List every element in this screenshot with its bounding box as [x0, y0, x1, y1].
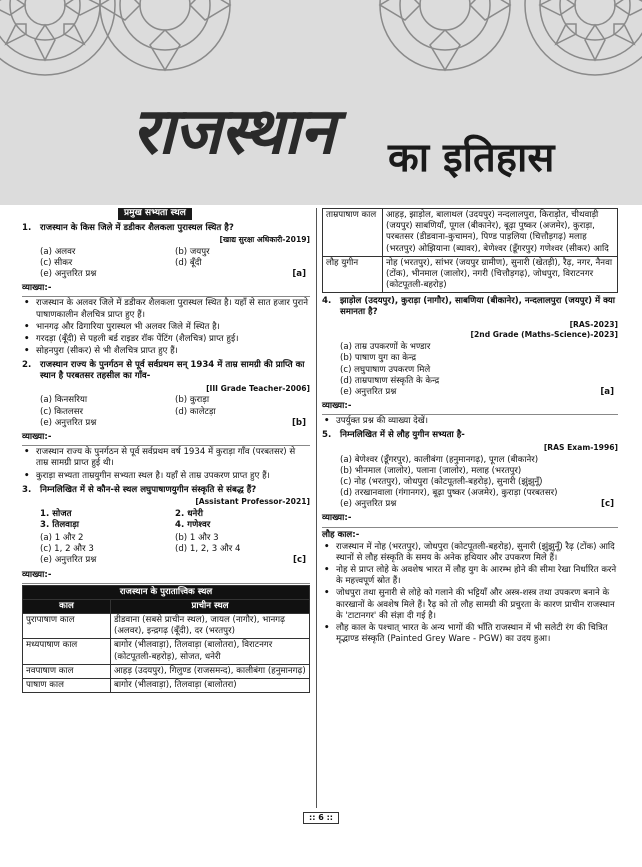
options — [340, 342, 618, 387]
answer: [c] — [601, 499, 614, 510]
question-source: [RAS Exam-1996] — [543, 442, 618, 452]
question-number: 4. — [322, 296, 332, 307]
option: (d) बूँदी — [175, 257, 202, 268]
options — [40, 247, 310, 269]
table-cell: बागोर (भीलवाड़ा), तिलवाड़ा (बालोतरा), विराटनगर (कोटपूतली-बहरोड़), सोजत, धनेरी — [111, 639, 310, 664]
archaeological-sites-table-continued — [322, 208, 618, 293]
sub-heading: लौह काल:- — [322, 529, 360, 540]
table-row — [323, 209, 618, 257]
list-item: • नोह से प्राप्त लोहे के अवशेष भारत में लौह युग के आरम्भ होने की सीमा रेखा निर्धारित करने के महत्त्वपूर्ण स्रोत हैं। — [324, 565, 618, 587]
table-header: प्राचीन स्थल — [111, 599, 310, 613]
list-item: • लौह काल के पश्चात् भारत के अन्य भागों की भाँति राजस्थान में भी सलेटी रंग की चित्रित मृद्भाण्ड संस्कृति (Painted Grey Ware - PGW) का उदय हुआ। — [324, 623, 618, 645]
option: (e) अनुत्तरित प्रश्न — [40, 555, 97, 566]
page-number-label: :: 6 :: — [303, 812, 339, 824]
explanation-heading: व्याख्या:- — [322, 401, 352, 412]
explanation-heading: व्याख्या:- — [322, 513, 352, 524]
question-number: 1. — [22, 222, 32, 233]
title-banner — [0, 0, 642, 205]
question-text: झाड़ोल (उदयपुर), कुराड़ा (नागौर), साबणिया (बीकानेर), नन्दलालपुरा (जयपुर) में क्या समानता है? — [340, 296, 615, 318]
divider-rule — [22, 583, 310, 584]
statement-item: 2. धनेरी — [175, 508, 204, 519]
table-cell: नोह (भरतपुर), सांभर (जयपुर ग्रामीण), सुनारी (खेतड़ी), रैढ़, नगर, नैनवा (टोंक), भीनमाल (जालोर), नगरी (चित्तौड़गढ़), जोधपुरा, विराटनगर (कोटपूतली-बहरोड़) — [383, 256, 618, 293]
option: (a) किनसरिया — [40, 395, 88, 406]
option: (d) 1, 2, 3 और 4 — [175, 544, 241, 555]
table-cell: मध्यपाषाण काल — [23, 639, 111, 664]
section-heading: प्रमुख सभ्यता स्थल — [118, 208, 192, 220]
answer: [c] — [293, 555, 306, 566]
question-3 — [22, 485, 310, 496]
list-item: • भानगढ़ और ढिगारिया पुरास्थल भी अलवर जिले में स्थित है। — [24, 322, 310, 333]
answer: [a] — [600, 386, 614, 397]
explanation-list — [324, 416, 618, 427]
table-caption: राजस्थान के पुरातात्त्विक स्थल — [23, 585, 310, 599]
list-item: • कुराड़ा सभ्यता ताम्रयुगीन सभ्यता स्थल है। यहाँ से ताम्र उपकरण प्राप्त हुए हैं। — [24, 471, 310, 482]
list-item: • जोधपुरा तथा सुनारी से लोहे को गलाने की भट्टियाँ और अस्त्र-शस्त्र तथा उपकरण बनाने के कारखानों के अवशेष मिले हैं। रैढ़ को तो लौह सामग्री की प्रचुरता के कारण प्राचीन राजस्थान के 'टाटानगर' की संज्ञा दी गई है। — [324, 588, 618, 622]
table-row — [23, 614, 310, 639]
mandala-left2-icon — [90, 0, 240, 80]
question-source: [2nd Grade (Maths-Science)-2023] — [470, 330, 618, 340]
list-item: • राजस्थान के अलवर जिले में डडीकर शैलकला पुरास्थल स्थित है। यहाँ से सात हजार पुराने पाषाणकालीन शैलचित्र प्राप्त हुए हैं। — [24, 298, 310, 320]
table-cell: ताम्रपाषाण काल — [323, 209, 383, 257]
option: (a) बेणेश्वर (डूँगरपुर), कालीबंगा (हनुमानगढ़), पूगल (बीकानेर) — [340, 454, 539, 465]
question-source: [RAS-2023] — [569, 319, 618, 329]
question-1 — [22, 223, 310, 234]
page-number — [0, 812, 642, 824]
table-row — [23, 664, 310, 678]
right-column — [322, 208, 618, 645]
explanation-list — [324, 542, 618, 646]
explanation-heading: व्याख्या:- — [22, 569, 52, 580]
option: (b) पाषाण युग का केन्द्र — [340, 353, 417, 364]
mandala-right2-icon — [370, 0, 520, 80]
question-text: निम्नलिखित में से कौन-से स्थल लघुपाषाणयुगीन संस्कृति से संबद्ध हैं? — [40, 484, 257, 495]
explanation-heading: व्याख्या:- — [22, 431, 52, 442]
list-item: • गरदड़ा (बूँदी) से पहली बर्ड राइडर रॉक पेंटिंग (शैलचित्र) प्राप्त हुई। — [24, 334, 310, 345]
option-row-last — [40, 418, 306, 429]
page-title: राजस्थान — [132, 94, 334, 169]
question-number: 5. — [322, 430, 332, 441]
option: (b) जयपुर — [175, 246, 210, 257]
option-row-last — [340, 387, 614, 398]
list-item: • सोहनपुरा (सीकर) से भी शैलचित्र प्राप्त हुए हैं। — [24, 346, 310, 357]
options — [340, 455, 618, 500]
answer: [a] — [292, 269, 306, 280]
question-number: 2. — [22, 360, 32, 371]
option: (e) अनुत्तरित प्रश्न — [40, 269, 97, 280]
option: (a) 1 और 2 — [40, 533, 84, 544]
option: (c) सीकर — [40, 257, 73, 268]
table-cell: पाषाण काल — [23, 678, 111, 692]
question-source: [खाद्य सुरक्षा अधिकारी-2019] — [219, 234, 310, 244]
table-cell: पुरापाषाण काल — [23, 614, 111, 639]
option: (e) अनुत्तरित प्रश्न — [340, 499, 397, 510]
table-cell: आहड़ (उदयपुर), गिलुण्ड (राजसमन्द), कालीबंगा (हनुमानगढ़) — [111, 664, 310, 678]
divider-rule — [22, 445, 310, 446]
option-row-last — [40, 269, 306, 280]
question-text: निम्नलिखित में से लौह युगीन सभ्यता है- — [340, 430, 465, 441]
explanation-list — [24, 298, 310, 357]
table-cell: लौह युगीन — [323, 256, 383, 293]
table-row — [23, 678, 310, 692]
option: (d) ताम्रपाषाण संस्कृति के केन्द्र — [340, 375, 440, 386]
options — [40, 395, 310, 417]
table-row — [323, 256, 618, 293]
option: (d) कालेटड़ा — [175, 406, 216, 417]
table-cell: बागोर (भीलवाड़ा), तिलवाड़ा (बालोतरा) — [111, 678, 310, 692]
statement-item: 3. तिलवाड़ा — [40, 519, 80, 530]
statement-item: 4. गणेश्वर — [175, 519, 211, 530]
table-cell: डीडवाना (सबसे प्राचीन स्थल), जायल (नागौर), भानगढ़ (अलवर), इन्द्रगढ़ (बूँदी), दर (भरतपुर) — [111, 614, 310, 639]
option-row-last — [340, 499, 614, 510]
question-text: राजस्थान के किस जिले में डडीकर शैलकला पुरास्थल स्थित है? — [40, 222, 234, 233]
question-4 — [322, 296, 618, 318]
options — [40, 533, 310, 555]
explanation-list — [24, 447, 310, 482]
option: (a) अलवर — [40, 246, 76, 257]
statement-items — [40, 509, 310, 531]
left-column — [22, 208, 310, 693]
answer: [b] — [291, 417, 306, 428]
divider-rule — [322, 527, 618, 528]
table-cell: आहड़, झाड़ोल, बालाथल (उदयपुर) नन्दलालपुरा, किराड़ोत, चीथवाड़ी (जयपुर) साबणियाँ, पूगल (बीकानेर), बूढ़ा पुष्कर (अजमेर), कुराड़ा, परबतसर (डीडवाना-कुचामन), पिण्ड पाड़लिया (चित्तौड़गढ़) मलाह (भरतपुर) ओझियाना (ब्यावर), बेणेश्वर (डूँगरपुर) गणेश्वर (सीकर) आदि — [383, 209, 618, 257]
option: (a) ताम्र उपकरणों के भण्डार — [340, 342, 431, 353]
question-5 — [322, 430, 618, 441]
question-text: राजस्थान राज्य के पुनर्गठन से पूर्व सर्वप्रथम सन् 1934 में ताम्र सामग्री की प्राप्ति का स्थान है परबतसर तहसील का गाँव- — [40, 360, 305, 382]
option-row-last — [40, 555, 306, 566]
archaeological-sites-table — [22, 585, 310, 693]
question-2 — [22, 360, 310, 382]
option: (c) कितलसर — [40, 406, 84, 417]
option: (c) लघुपाषाण उपकरण मिले — [340, 364, 431, 375]
list-item: • राजस्थान राज्य के पुनर्गठन से पूर्व सर्वप्रथम वर्ष 1934 में कुराड़ा गाँव (परबतसर) से ताम्र सामग्री प्राप्त हुई थी। — [24, 447, 310, 469]
option: (b) भीनमाल (जालोर), पलाना (जालोर), मलाह (भरतपुर) — [340, 465, 522, 476]
option: (c) नोह (भरतपुर), जोधपुरा (कोटपूतली-बहरोड़), सुनारी (झुंझुनूँ) — [340, 476, 543, 487]
table-cell: नवपाषाण काल — [23, 664, 111, 678]
option: (d) तरखानवाला (गंगानगर), बूढ़ा पुष्कर (अजमेर), कुराड़ा (परबतसर) — [340, 488, 558, 499]
statement-item: 1. सोजत — [40, 508, 72, 519]
question-source: [Assistant Professor-2021] — [195, 496, 310, 506]
question-source: [III Grade Teacher-2006] — [206, 383, 310, 393]
option: (b) कुराड़ा — [175, 395, 210, 406]
column-divider — [316, 208, 317, 808]
explanation-heading: व्याख्या:- — [22, 283, 52, 294]
option: (b) 1 और 3 — [175, 533, 219, 544]
mandala-right-icon — [520, 0, 642, 80]
table-row — [23, 639, 310, 664]
list-item: • राजस्थान में नोह (भरतपुर), जोधपुरा (कोटपूतली-बहरोड़), सुनारी (झुंझुनूँ) रैढ़ (टोंक) आदि स्थानों से लौह संस्कृति के समय के अनेक हथियार और उपकरण मिले हैं। — [324, 542, 618, 564]
list-item: • उपर्युक्त प्रश्न की व्याख्या देखें। — [324, 416, 618, 427]
question-number: 3. — [22, 484, 32, 495]
page-subtitle: का इतिहास — [388, 135, 555, 181]
table-header: काल — [23, 599, 111, 613]
option: (e) अनुत्तरित प्रश्न — [40, 417, 97, 428]
option: (c) 1, 2 और 3 — [40, 544, 94, 555]
option: (e) अनुत्तरित प्रश्न — [340, 386, 397, 397]
